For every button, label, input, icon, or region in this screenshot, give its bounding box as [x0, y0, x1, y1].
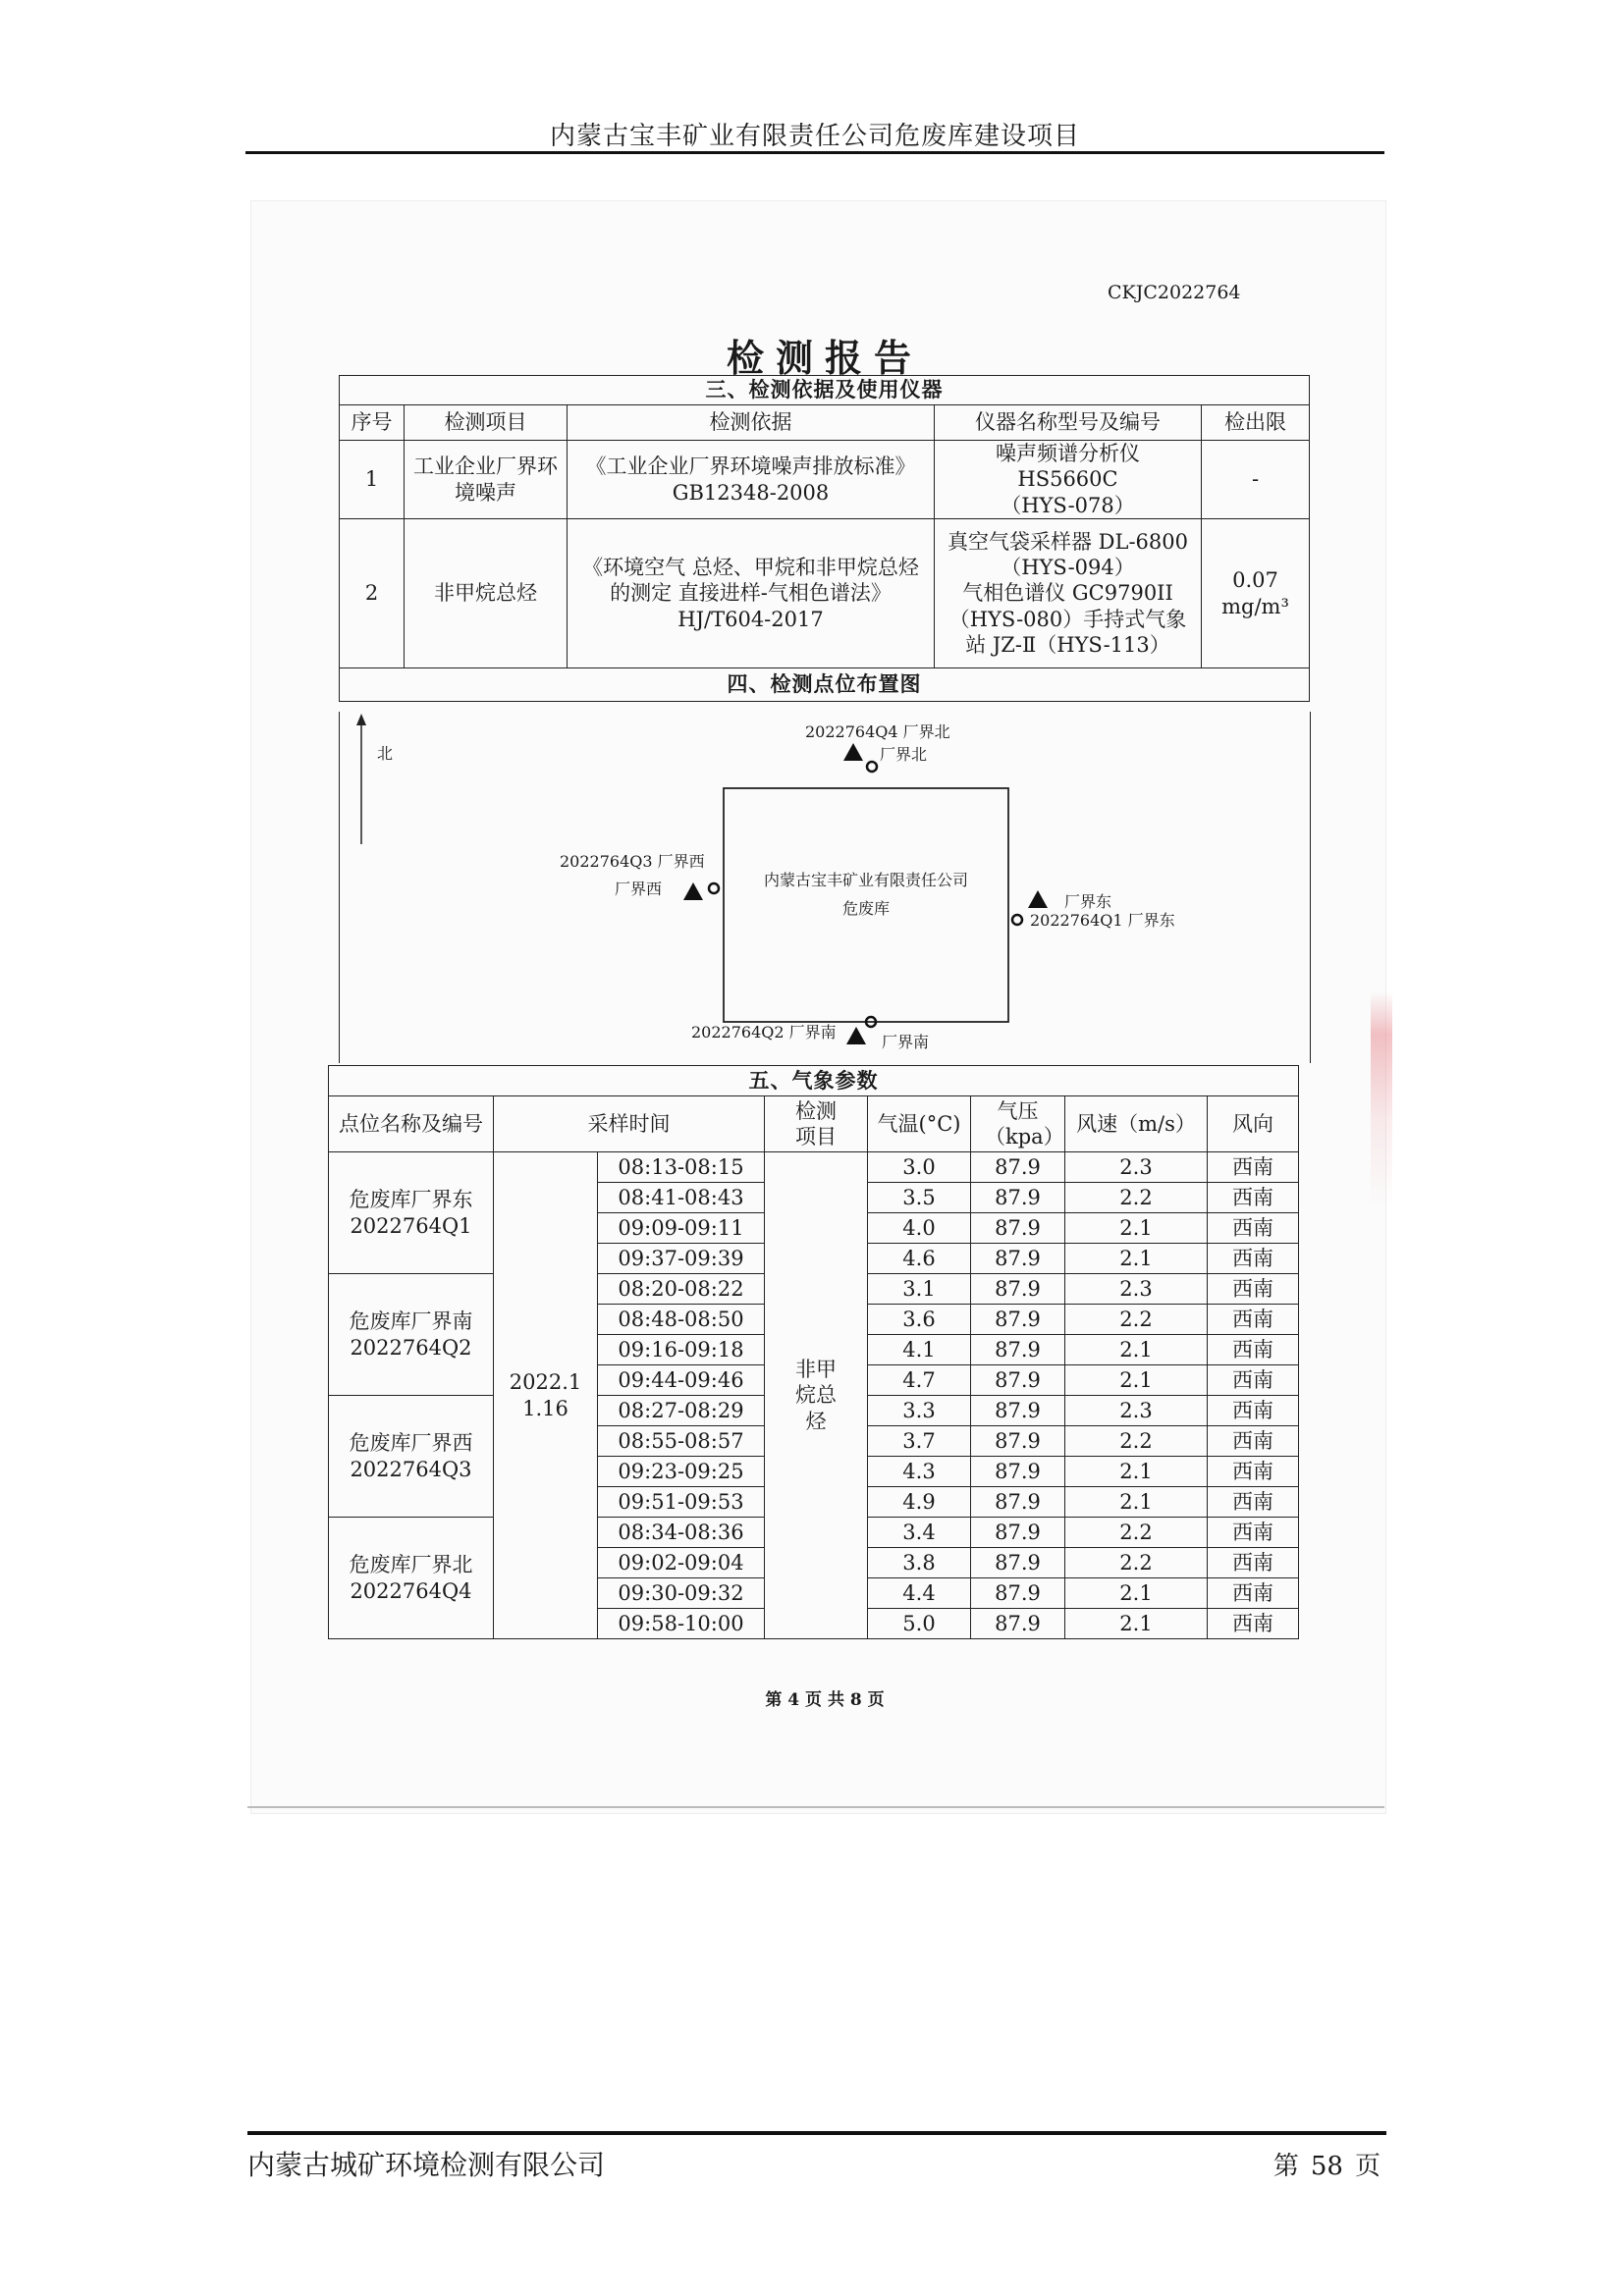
temperature: 4.6: [868, 1244, 971, 1274]
page-header-title: 内蒙古宝丰矿业有限责任公司危废库建设项目: [549, 122, 1080, 151]
detection-limit-value: 0.07: [1232, 568, 1278, 593]
pressure: 87.9: [971, 1183, 1065, 1213]
temperature: 3.6: [868, 1305, 971, 1335]
detection-limit: -: [1202, 441, 1310, 519]
pressure: 87.9: [971, 1335, 1065, 1365]
temperature: 3.1: [868, 1274, 971, 1305]
wind-direction: 西南: [1208, 1396, 1299, 1426]
row-number: 1: [340, 441, 405, 519]
sampling-time: 08:55-08:57: [598, 1426, 765, 1457]
pressure: 87.9: [971, 1457, 1065, 1487]
test-item: 非甲烷总烃: [405, 519, 568, 668]
triangle-marker-icon: [846, 1027, 866, 1044]
temperature: 4.0: [868, 1213, 971, 1244]
footer-page-prefix: 第: [1272, 2152, 1299, 2181]
instrument-line: （HYS-080）手持式气象: [948, 607, 1187, 631]
column-header: 检测项目: [405, 405, 568, 441]
column-header: 检测项目: [765, 1096, 868, 1152]
sampling-time: 09:58-10:00: [598, 1609, 765, 1639]
instrument-line: 气相色谱仪 GC9790II: [962, 581, 1173, 606]
wind-direction: 西南: [1208, 1518, 1299, 1548]
test-item: 非甲烷总烃: [765, 1152, 868, 1639]
wind-speed: 2.2: [1065, 1426, 1208, 1457]
sampling-time: 08:48-08:50: [598, 1305, 765, 1335]
east-point-mark: 厂界东: [1064, 892, 1112, 911]
temperature: 4.9: [868, 1487, 971, 1518]
temperature: 3.3: [868, 1396, 971, 1426]
sampling-time: 08:20-08:22: [598, 1274, 765, 1305]
section-title-layout: 四、检测点位布置图: [340, 668, 1310, 702]
footer-rule: [247, 2131, 1386, 2135]
meteo-header-row: [329, 1096, 1299, 1152]
pressure: 87.9: [971, 1396, 1065, 1426]
point-name: 危废库厂界北: [349, 1553, 473, 1577]
wind-speed: 2.1: [1065, 1335, 1208, 1365]
column-header: 仪器名称型号及编号: [935, 405, 1202, 441]
pressure: 87.9: [971, 1305, 1065, 1335]
wind-speed: 2.1: [1065, 1487, 1208, 1518]
point-name: 危废库厂界西: [349, 1431, 473, 1456]
column-header: 气温(°C): [868, 1096, 971, 1152]
footer-page-number: 58: [1310, 2152, 1343, 2181]
wind-speed: 2.1: [1065, 1213, 1208, 1244]
instrument-info: [935, 441, 1202, 519]
point-name-cell: [329, 1396, 494, 1518]
wind-speed: 2.3: [1065, 1152, 1208, 1183]
wind-direction: 西南: [1208, 1426, 1299, 1457]
point-name-cell: [329, 1274, 494, 1396]
report-page-number: 第 4 页 共 8 页: [765, 1690, 885, 1710]
column-header: 风速（m/s）: [1065, 1096, 1208, 1152]
temperature: 4.1: [868, 1335, 971, 1365]
wind-direction: 西南: [1208, 1487, 1299, 1518]
wind-speed: 2.2: [1065, 1518, 1208, 1548]
sampling-time: 08:27-08:29: [598, 1396, 765, 1426]
north-arrow-icon: [356, 714, 366, 725]
test-basis: 《环境空气 总烃、甲烷和非甲烷总烃的测定 直接进样-气相色谱法》HJ/T604-2017: [568, 519, 935, 668]
sampling-time: 09:37-09:39: [598, 1244, 765, 1274]
instrument-info: [935, 519, 1202, 668]
sampling-time: 09:51-09:53: [598, 1487, 765, 1518]
pressure: 87.9: [971, 1426, 1065, 1457]
column-header: 风向: [1208, 1096, 1299, 1152]
sampling-time: 09:09-09:11: [598, 1213, 765, 1244]
section-title-instruments: 三、检测依据及使用仪器: [340, 376, 1310, 405]
sampling-date: 2022.11.16: [494, 1152, 598, 1639]
pressure: 87.9: [971, 1487, 1065, 1518]
point-layout-diagram: [339, 712, 1311, 1063]
sampling-time: 08:13-08:15: [598, 1152, 765, 1183]
detection-limit: [1202, 519, 1310, 668]
point-code: 2022764Q4: [350, 1578, 472, 1603]
north-point-code: 2022764Q4 厂界北: [805, 722, 950, 741]
wind-speed: 2.2: [1065, 1305, 1208, 1335]
temperature: 3.4: [868, 1518, 971, 1548]
table-row: [340, 441, 1310, 519]
sampling-time: 09:23-09:25: [598, 1457, 765, 1487]
pressure: 87.9: [971, 1578, 1065, 1609]
wind-speed: 2.1: [1065, 1457, 1208, 1487]
report-title: 检测报告: [726, 336, 923, 380]
pressure: 87.9: [971, 1365, 1065, 1396]
instrument-line: HS5660C: [1017, 467, 1118, 492]
instruments-table: [339, 375, 1310, 702]
wind-speed: 2.1: [1065, 1244, 1208, 1274]
detection-limit-unit: mg/m³: [1221, 594, 1289, 618]
wind-direction: 西南: [1208, 1365, 1299, 1396]
sampling-time: 09:02-09:04: [598, 1548, 765, 1578]
pressure: 87.9: [971, 1548, 1065, 1578]
wind-direction: 西南: [1208, 1152, 1299, 1183]
wind-direction: 西南: [1208, 1244, 1299, 1274]
sampling-time: 08:41-08:43: [598, 1183, 765, 1213]
north-label: 北: [377, 744, 394, 763]
wind-speed: 2.2: [1065, 1183, 1208, 1213]
triangle-marker-icon: [843, 743, 863, 761]
temperature: 3.0: [868, 1152, 971, 1183]
point-code: 2022764Q2: [350, 1335, 472, 1360]
west-point-code: 2022764Q3 厂界西: [560, 852, 705, 871]
table-row: [329, 1152, 1299, 1183]
meteo-body: [329, 1152, 1299, 1639]
temperature: 4.3: [868, 1457, 971, 1487]
wind-direction: 西南: [1208, 1335, 1299, 1365]
point-name: 危废库厂界东: [349, 1188, 473, 1212]
test-basis: 《工业企业厂界环境噪声排放标准》GB12348-2008: [568, 441, 935, 519]
point-name-cell: [329, 1152, 494, 1274]
south-point-mark: 厂界南: [882, 1033, 930, 1051]
pressure: 87.9: [971, 1152, 1065, 1183]
site-label-line2: 危废库: [841, 899, 891, 918]
point-name: 危废库厂界南: [349, 1309, 473, 1334]
wind-direction: 西南: [1208, 1548, 1299, 1578]
header-rule: [245, 151, 1384, 154]
circle-marker-icon: [867, 762, 877, 772]
circle-marker-icon: [1012, 915, 1022, 925]
wind-speed: 2.2: [1065, 1548, 1208, 1578]
pressure: 87.9: [971, 1609, 1065, 1639]
wind-speed: 2.3: [1065, 1274, 1208, 1305]
meteo-table: [328, 1065, 1299, 1639]
instrument-line: 噪声频谱分析仪: [996, 442, 1140, 466]
wind-speed: 2.1: [1065, 1609, 1208, 1639]
instrument-line: 真空气袋采样器 DL-6800: [947, 529, 1188, 554]
point-code: 2022764Q1: [350, 1213, 472, 1238]
scan-edge: [247, 1806, 1384, 1808]
column-header: 检测依据: [568, 405, 935, 441]
wind-direction: 西南: [1208, 1457, 1299, 1487]
temperature: 3.8: [868, 1548, 971, 1578]
instrument-line: （HYS-094）: [1001, 556, 1135, 580]
sampling-time: 09:30-09:32: [598, 1578, 765, 1609]
wind-direction: 西南: [1208, 1609, 1299, 1639]
wind-speed: 2.1: [1065, 1365, 1208, 1396]
footer-page: [1268, 2146, 1386, 2182]
column-header: 采样时间: [494, 1096, 765, 1152]
west-point-mark: 厂界西: [615, 880, 663, 898]
instruments-header-row: [340, 405, 1310, 441]
seal-stamp-fragment: [1371, 991, 1392, 1207]
instrument-line: （HYS-078）: [1001, 493, 1135, 517]
table-row: [340, 519, 1310, 668]
wind-direction: 西南: [1208, 1578, 1299, 1609]
temperature: 3.5: [868, 1183, 971, 1213]
column-header: 点位名称及编号: [329, 1096, 494, 1152]
triangle-marker-icon: [683, 882, 703, 900]
footer-company: 内蒙古城矿环境检测有限公司: [247, 2149, 606, 2181]
pressure: 87.9: [971, 1274, 1065, 1305]
wind-direction: 西南: [1208, 1305, 1299, 1335]
report-number: CKJC2022764: [1108, 282, 1241, 303]
wind-direction: 西南: [1208, 1213, 1299, 1244]
circle-marker-icon: [709, 883, 719, 893]
sampling-time: 08:34-08:36: [598, 1518, 765, 1548]
wind-direction: 西南: [1208, 1183, 1299, 1213]
temperature: 5.0: [868, 1609, 971, 1639]
temperature: 4.7: [868, 1365, 971, 1396]
sampling-time: 09:16-09:18: [598, 1335, 765, 1365]
test-item: 工业企业厂界环境噪声: [405, 441, 568, 519]
point-name-cell: [329, 1518, 494, 1639]
triangle-marker-icon: [1028, 890, 1048, 908]
pressure: 87.9: [971, 1213, 1065, 1244]
temperature: 3.7: [868, 1426, 971, 1457]
pressure: 87.9: [971, 1244, 1065, 1274]
pressure: 87.9: [971, 1518, 1065, 1548]
temperature: 4.4: [868, 1578, 971, 1609]
section-title-meteo: 五、气象参数: [329, 1066, 1299, 1096]
site-label-line1: 内蒙古宝丰矿业有限责任公司: [763, 871, 969, 889]
sampling-time: 09:44-09:46: [598, 1365, 765, 1396]
south-point-code: 2022764Q2 厂界南: [691, 1023, 837, 1041]
point-code: 2022764Q3: [350, 1457, 472, 1481]
footer-page-suffix: 页: [1354, 2152, 1380, 2181]
wind-speed: 2.1: [1065, 1578, 1208, 1609]
wind-speed: 2.3: [1065, 1396, 1208, 1426]
instrument-line: 站 JZ-Ⅱ（HYS-113）: [965, 632, 1170, 657]
column-header: 检出限: [1202, 405, 1310, 441]
column-header: 序号: [340, 405, 405, 441]
row-number: 2: [340, 519, 405, 668]
wind-direction: 西南: [1208, 1274, 1299, 1305]
column-header: 气压（kpa）: [971, 1096, 1065, 1152]
east-point-code: 2022764Q1 厂界东: [1030, 911, 1175, 930]
north-point-mark: 厂界北: [880, 745, 928, 764]
